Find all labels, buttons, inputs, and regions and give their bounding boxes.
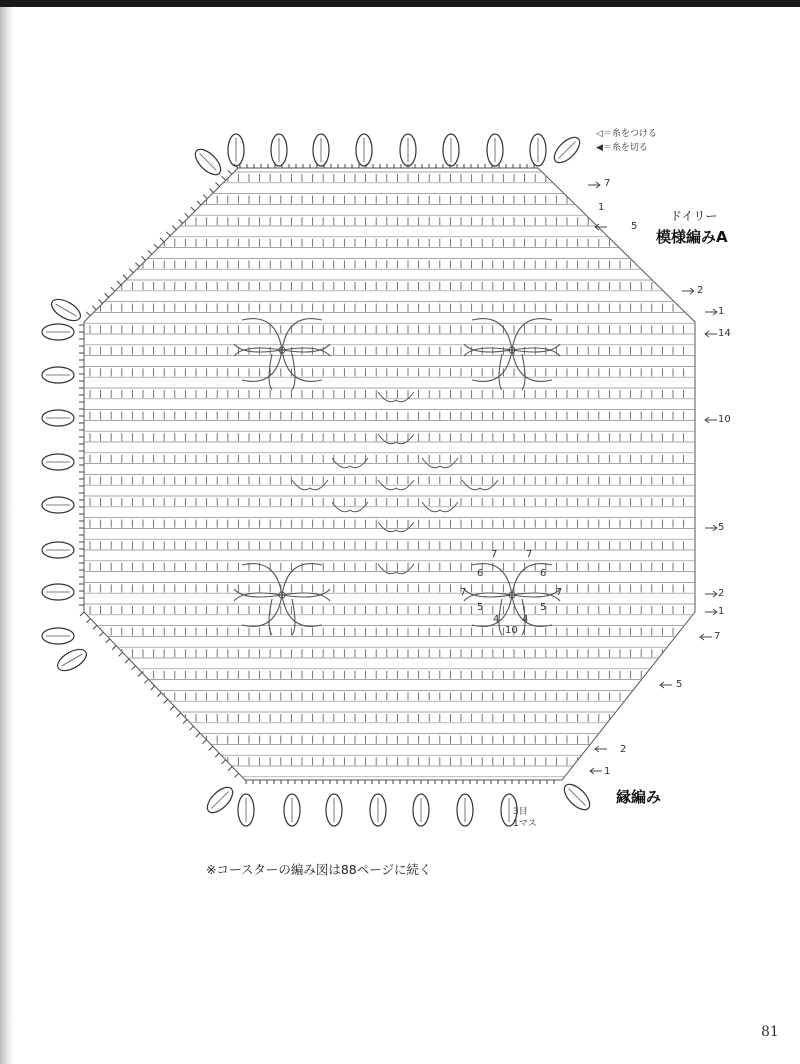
row-arrow — [660, 682, 672, 688]
petal-arc — [242, 595, 282, 626]
motif-number: 4 — [493, 614, 500, 625]
edging-stitch-note-line1: 3目 — [513, 807, 528, 817]
row-arrow — [595, 746, 607, 752]
row-arrow — [705, 309, 717, 315]
row-arrow — [705, 609, 717, 615]
motif-number: 6 — [540, 568, 547, 579]
double-crochet-stitches — [90, 174, 684, 765]
motif-number: 4 — [522, 614, 529, 625]
row-marker: 1 — [598, 202, 605, 213]
row-marker: 14 — [718, 328, 731, 339]
motif-number: 7 — [526, 549, 533, 560]
coaster-chart-note: ※コースターの編み図は88ページに続く — [206, 862, 432, 877]
motif-number: 7 — [460, 587, 467, 598]
octagon-outline — [84, 168, 695, 780]
filled-arrow-icon: ◀ — [596, 143, 603, 153]
shell-motif — [378, 522, 414, 532]
petal-arc — [242, 564, 282, 595]
chain-rows — [84, 172, 695, 777]
row-arrow — [705, 591, 717, 597]
legend-cut-yarn: ◀＝糸を切る — [596, 143, 648, 153]
row-marker: 5 — [631, 221, 638, 232]
flower-motif — [234, 319, 330, 390]
edging-label: 縁編み — [616, 788, 662, 806]
row-marker: 2 — [620, 744, 627, 755]
row-marker: 5 — [676, 679, 683, 690]
shell-motif — [378, 392, 414, 402]
row-marker: 7 — [714, 631, 721, 642]
pattern-a-label: 模様編みA — [656, 228, 728, 246]
stitch-grid — [84, 172, 695, 777]
row-arrow — [700, 634, 712, 640]
shell-motif — [332, 458, 368, 468]
row-marker-arrows — [588, 182, 717, 774]
row-marker: 10 — [718, 414, 731, 425]
row-marker: 2 — [718, 588, 725, 599]
petal-arc — [472, 350, 512, 381]
edging-chain-ticks — [79, 164, 554, 784]
doily-label: ドイリー — [670, 209, 718, 223]
flower-motif — [234, 564, 330, 635]
motif-number: 7 — [491, 549, 498, 560]
row-marker: 1 — [718, 306, 725, 317]
page-number: 81 — [761, 1024, 779, 1040]
row-arrow — [682, 288, 694, 294]
row-arrow — [705, 417, 717, 423]
row-marker: 1 — [718, 606, 725, 617]
legend-attach-yarn: ◁＝糸をつける — [596, 129, 657, 139]
row-arrow — [705, 331, 717, 337]
motif-number: 10 — [505, 625, 518, 636]
open-arrow-icon: ◁ — [596, 129, 603, 139]
row-marker: 5 — [718, 522, 725, 533]
row-marker: 7 — [604, 178, 611, 189]
petal-arc — [242, 350, 282, 381]
row-marker: 1 — [604, 766, 611, 777]
shell-motif — [378, 564, 414, 574]
row-arrow — [705, 525, 717, 531]
motif-number: 6 — [477, 568, 484, 579]
row-marker: 2 — [697, 285, 704, 296]
row-arrow — [590, 768, 602, 774]
motif-number: 5 — [540, 602, 547, 613]
motif-number: 7 — [556, 587, 563, 598]
motif-number: 5 — [477, 602, 484, 613]
row-arrow — [588, 182, 600, 188]
chart-body — [84, 168, 695, 780]
edging-stitch-note-line2: 1マス — [513, 819, 537, 829]
